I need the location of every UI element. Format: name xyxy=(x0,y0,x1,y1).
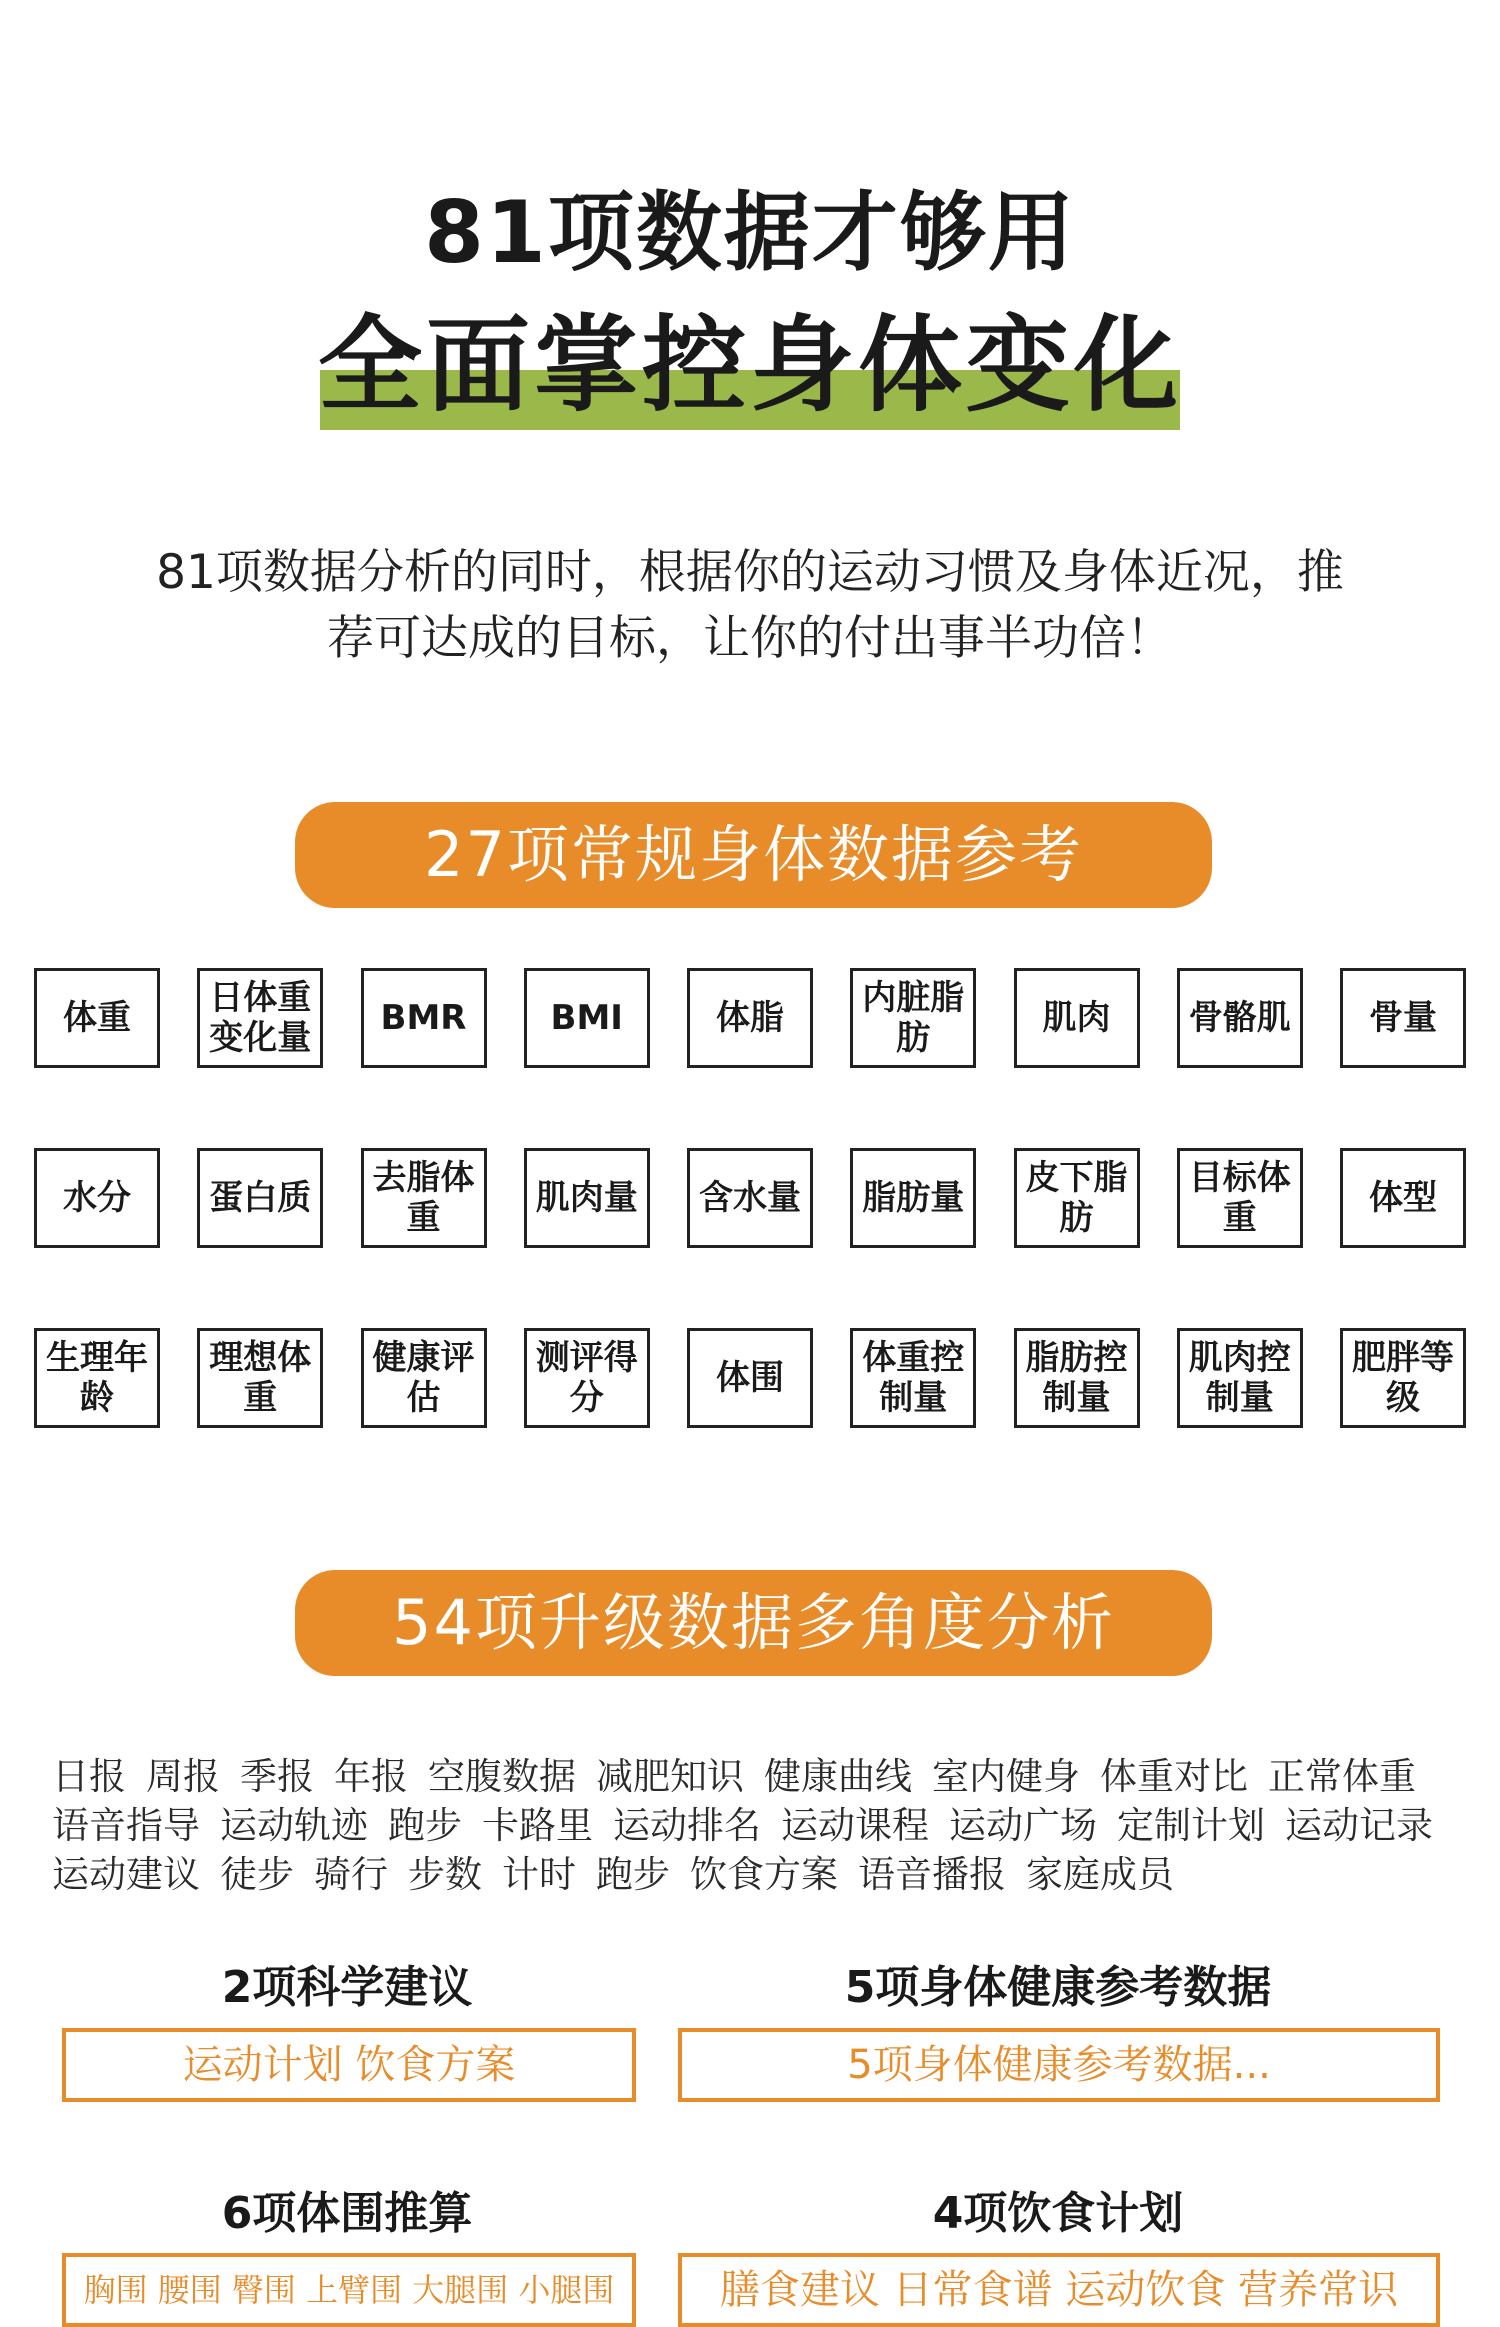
feature-line-3 xyxy=(52,1850,1472,1899)
metric-box: 水分 xyxy=(34,1148,160,1248)
feature-tag: 体重对比 xyxy=(1100,1755,1248,1798)
metric-box: 蛋白质 xyxy=(197,1148,323,1248)
feature-tag: 语音播报 xyxy=(858,1853,1006,1896)
feature-tag: 减肥知识 xyxy=(596,1755,744,1798)
metric-box: 体重控制量 xyxy=(850,1328,976,1428)
metric-box: 体围 xyxy=(687,1328,813,1428)
feature-tag: 徒步 xyxy=(220,1853,294,1896)
feature-tag: 跑步 xyxy=(596,1853,670,1896)
intro-line-1: 81项数据分析的同时，根据你的运动习惯及身体近况，推 xyxy=(156,545,1344,600)
metric-row-2 xyxy=(34,1148,1466,1252)
science-advice-title: 2项科学建议 xyxy=(221,1962,473,2013)
metric-box: 皮下脂肪 xyxy=(1014,1148,1140,1248)
metric-box: 肥胖等级 xyxy=(1340,1328,1466,1428)
metric-box: 肌肉控制量 xyxy=(1177,1328,1303,1428)
feature-tag: 运动记录 xyxy=(1285,1804,1433,1847)
feature-tag: 健康曲线 xyxy=(764,1755,912,1798)
health-reference-title: 5项身体健康参考数据 xyxy=(844,1962,1272,2013)
metric-box: 肌肉量 xyxy=(524,1148,650,1248)
metric-box: 骨量 xyxy=(1340,968,1466,1068)
metric-box: 测评得分 xyxy=(524,1328,650,1428)
feature-line-1 xyxy=(52,1752,1472,1801)
feature-tag: 运动广场 xyxy=(949,1804,1097,1847)
metric-box: 含水量 xyxy=(687,1148,813,1248)
upgrade-data-banner: 54项升级数据多角度分析 xyxy=(295,1570,1212,1676)
diet-plan-box: 膳食建议 日常食谱 运动饮食 营养常识 xyxy=(678,2253,1440,2327)
metric-box: 去脂体重 xyxy=(361,1148,487,1248)
intro-line-2: 荐可达成的目标，让你的付出事半功倍！ xyxy=(327,611,1173,666)
health-reference-box: 5项身体健康参考数据... xyxy=(678,2028,1440,2102)
metric-box: 骨骼肌 xyxy=(1177,968,1303,1068)
metric-box: 日体重变化量 xyxy=(197,968,323,1068)
metric-box: 体型 xyxy=(1340,1148,1466,1248)
feature-tag: 日报 xyxy=(52,1755,126,1798)
science-advice-box: 运动计划 饮食方案 xyxy=(62,2028,636,2102)
metric-box: 脂肪控制量 xyxy=(1014,1328,1140,1428)
metric-box: 体脂 xyxy=(687,968,813,1068)
feature-tag: 饮食方案 xyxy=(690,1853,838,1896)
headline-subtitle: 全面掌控身体变化 xyxy=(317,304,1182,426)
feature-tag: 计时 xyxy=(502,1853,576,1896)
feature-tag: 空腹数据 xyxy=(428,1755,576,1798)
basic-metric-grid xyxy=(34,968,1466,1508)
upgrade-feature-list xyxy=(52,1752,1472,1899)
feature-tag: 运动轨迹 xyxy=(220,1804,368,1847)
metric-row-3 xyxy=(34,1328,1466,1432)
metric-box: 目标体重 xyxy=(1177,1148,1303,1248)
metric-box: 内脏脂肪 xyxy=(850,968,976,1068)
diet-plan-title: 4项饮食计划 xyxy=(932,2188,1184,2239)
feature-tag: 骑行 xyxy=(314,1853,388,1896)
feature-tag: 周报 xyxy=(146,1755,220,1798)
feature-tag: 卡路里 xyxy=(482,1804,593,1847)
metric-box: 健康评估 xyxy=(361,1328,487,1428)
girth-estimate-box: 胸围 腰围 臀围 上臂围 大腿围 小腿围 xyxy=(62,2253,636,2327)
metric-box: 肌肉 xyxy=(1014,968,1140,1068)
headline-title: 81项数据才够用 xyxy=(424,183,1076,283)
basic-data-banner: 27项常规身体数据参考 xyxy=(295,802,1212,908)
intro-paragraph xyxy=(90,540,1410,672)
girth-estimate-title: 6项体围推算 xyxy=(221,2188,473,2239)
metric-box: 理想体重 xyxy=(197,1328,323,1428)
metric-box: BMR xyxy=(361,968,487,1068)
feature-tag: 运动课程 xyxy=(781,1804,929,1847)
metric-box: 脂肪量 xyxy=(850,1148,976,1248)
feature-tag: 季报 xyxy=(240,1755,314,1798)
feature-line-2 xyxy=(52,1801,1472,1850)
feature-tag: 年报 xyxy=(334,1755,408,1798)
feature-tag: 步数 xyxy=(408,1853,482,1896)
metric-row-1 xyxy=(34,968,1466,1072)
feature-tag: 运动排名 xyxy=(613,1804,761,1847)
feature-tag: 室内健身 xyxy=(932,1755,1080,1798)
metric-box: 生理年龄 xyxy=(34,1328,160,1428)
feature-tag: 运动建议 xyxy=(52,1853,200,1896)
metric-box: 体重 xyxy=(34,968,160,1068)
feature-tag: 家庭成员 xyxy=(1026,1853,1174,1896)
feature-tag: 正常体重 xyxy=(1268,1755,1416,1798)
feature-tag: 跑步 xyxy=(388,1804,462,1847)
feature-tag: 语音指导 xyxy=(52,1804,200,1847)
feature-tag: 定制计划 xyxy=(1117,1804,1265,1847)
metric-box: BMI xyxy=(524,968,650,1068)
